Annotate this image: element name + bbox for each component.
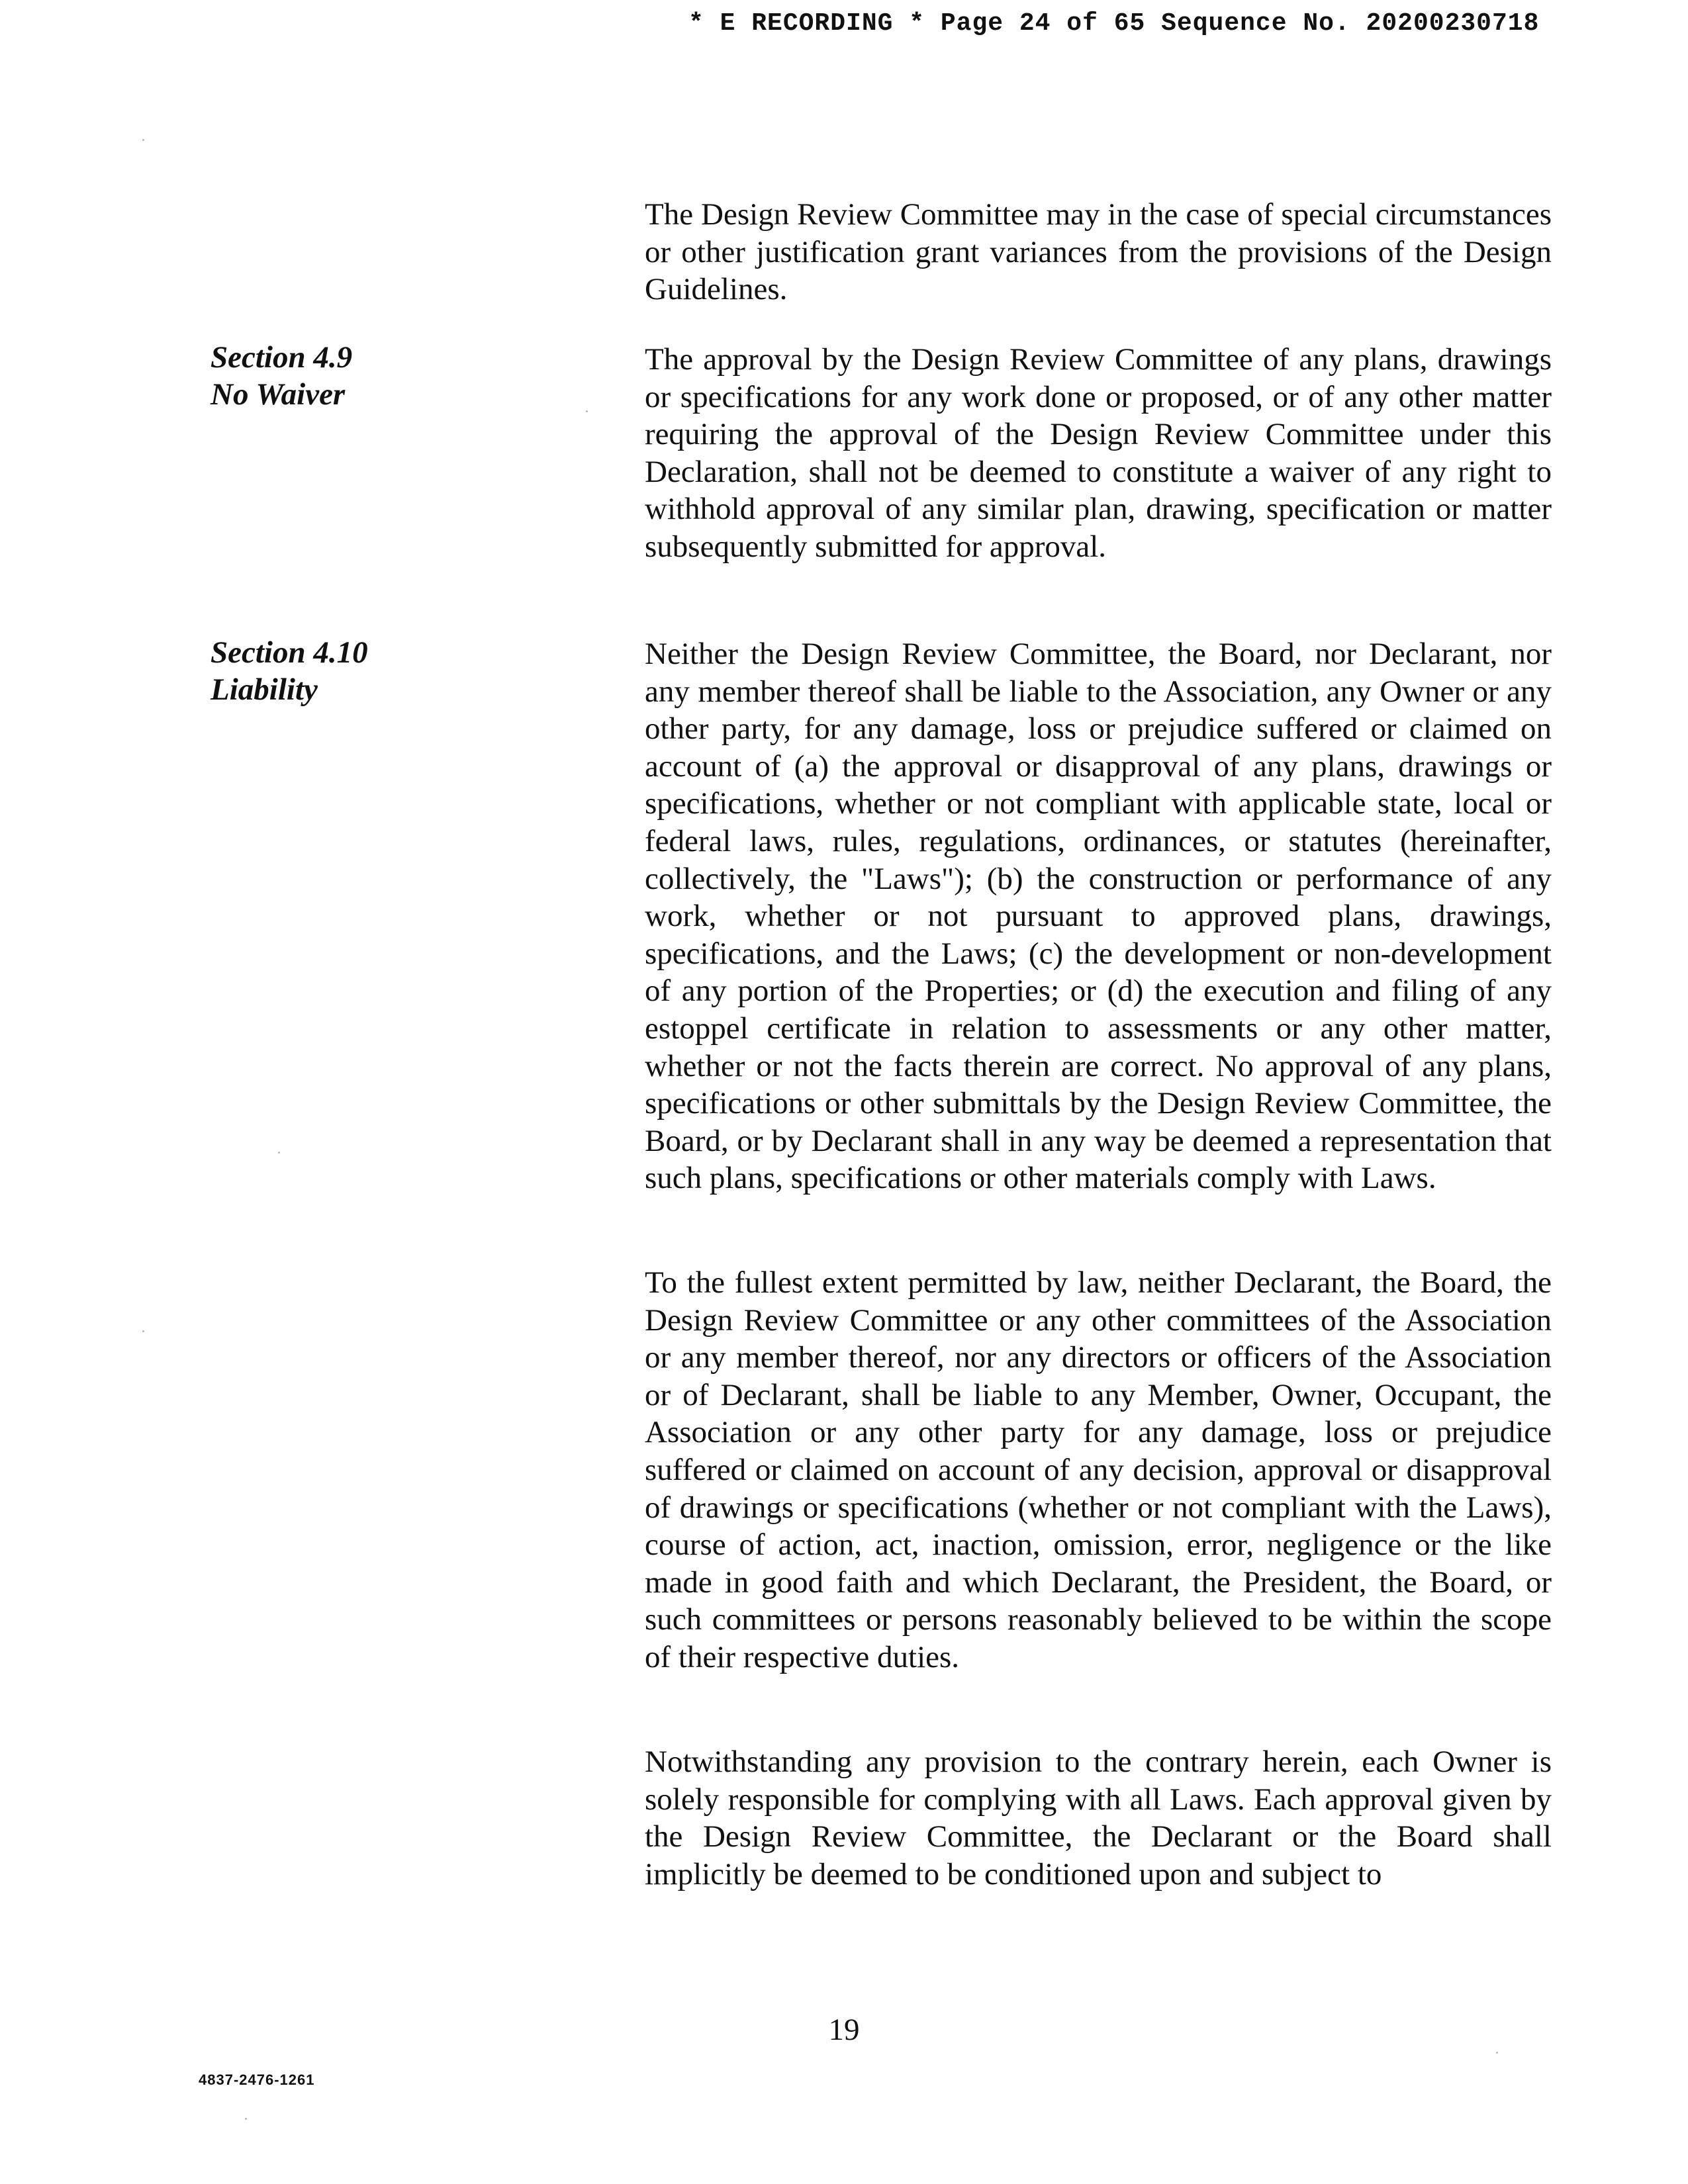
section-title: Liability bbox=[211, 672, 318, 707]
paragraph-variances: The Design Review Committee may in the case of special circumstances or other justification grant variances from the provisions of the Design Guidelines. bbox=[645, 197, 1552, 307]
recording-stamp-header: * E RECORDING * Page 24 of 65 Sequence No. 20200230718 bbox=[688, 9, 1540, 38]
scan-speck bbox=[586, 410, 588, 412]
scan-speck bbox=[1496, 2052, 1498, 2054]
paragraph-fullest-extent: To the fullest extent permitted by law, neither Declarant, the Board, the Design Review Committee or any other committees of the Association or any member thereof, nor any directors or officers of the Association or of Declarant, shall be liable to any Member, Owner, Occupant, the Association or any other party for any damage, loss or prejudice suffered or claimed on account of any decision, approval or disapproval of drawings or specifications (whether or not compliant with the Laws), course of action, act, inaction, omission, error, negligence or the like made in good faith and which Declarant, the President, the Board, or such committees or persons reasonably believed to be within the scope of their respective duties. bbox=[645, 1265, 1552, 1674]
paragraph-notwithstanding: Notwithstanding any provision to the contrary herein, each Owner is solely responsible for complying with all Laws. Each approval given by the Design Review Committee, the Declarant or the Board shall implicitly be deemed to be conditioned upon and subject to bbox=[645, 1745, 1552, 1891]
section-title: No Waiver bbox=[211, 377, 346, 412]
scan-speck bbox=[142, 1330, 144, 1332]
section-number: Section 4.9 bbox=[211, 340, 353, 375]
section-4-10-heading bbox=[211, 634, 581, 708]
paragraph-no-waiver: The approval by the Design Review Committee of any plans, drawings or specifications for any work done or proposed, or of any other matter requiring the approval of the Design Review Committee under this Declaration, shall not be deemed to constitute a waiver of any right to withhold approval of any similar plan, drawing, specification or matter subsequently submitted for approval. bbox=[645, 342, 1552, 564]
scan-speck bbox=[278, 1152, 280, 1154]
page-number: 19 bbox=[828, 2013, 860, 2047]
section-4-9-heading bbox=[211, 339, 581, 413]
scan-speck bbox=[245, 2118, 247, 2120]
paragraph-liability: Neither the Design Review Committee, the Board, nor Declarant, nor any member thereof shall be liable to the Association, any Owner or any other party, for any damage, loss or prejudice suffered or claimed on account of (a) the approval or disapproval of any plans, drawings or specifications, whether or not compliant with applicable state, local or federal laws, rules, regulations, ordinances, or statutes (hereinafter, collectively, the "Laws"); (b) the construction or performance of any work, whether or not pursuant to approved plans, drawings, specifications, and the Laws; (c) the development or non-development of any portion of the Properties; or (d) the execution and filing of any estoppel certificate in relation to assessments or any other matter, whether or not the facts therein are correct. No approval of any plans, specifications or other submittals by the Design Review Committee, the Board, or by Declarant shall in any way be deemed a representation that such plans, specifications or other materials comply with Laws. bbox=[645, 637, 1552, 1196]
document-id: 4837-2476-1261 bbox=[199, 2071, 315, 2088]
scan-speck bbox=[142, 139, 144, 141]
section-number: Section 4.10 bbox=[211, 635, 368, 670]
